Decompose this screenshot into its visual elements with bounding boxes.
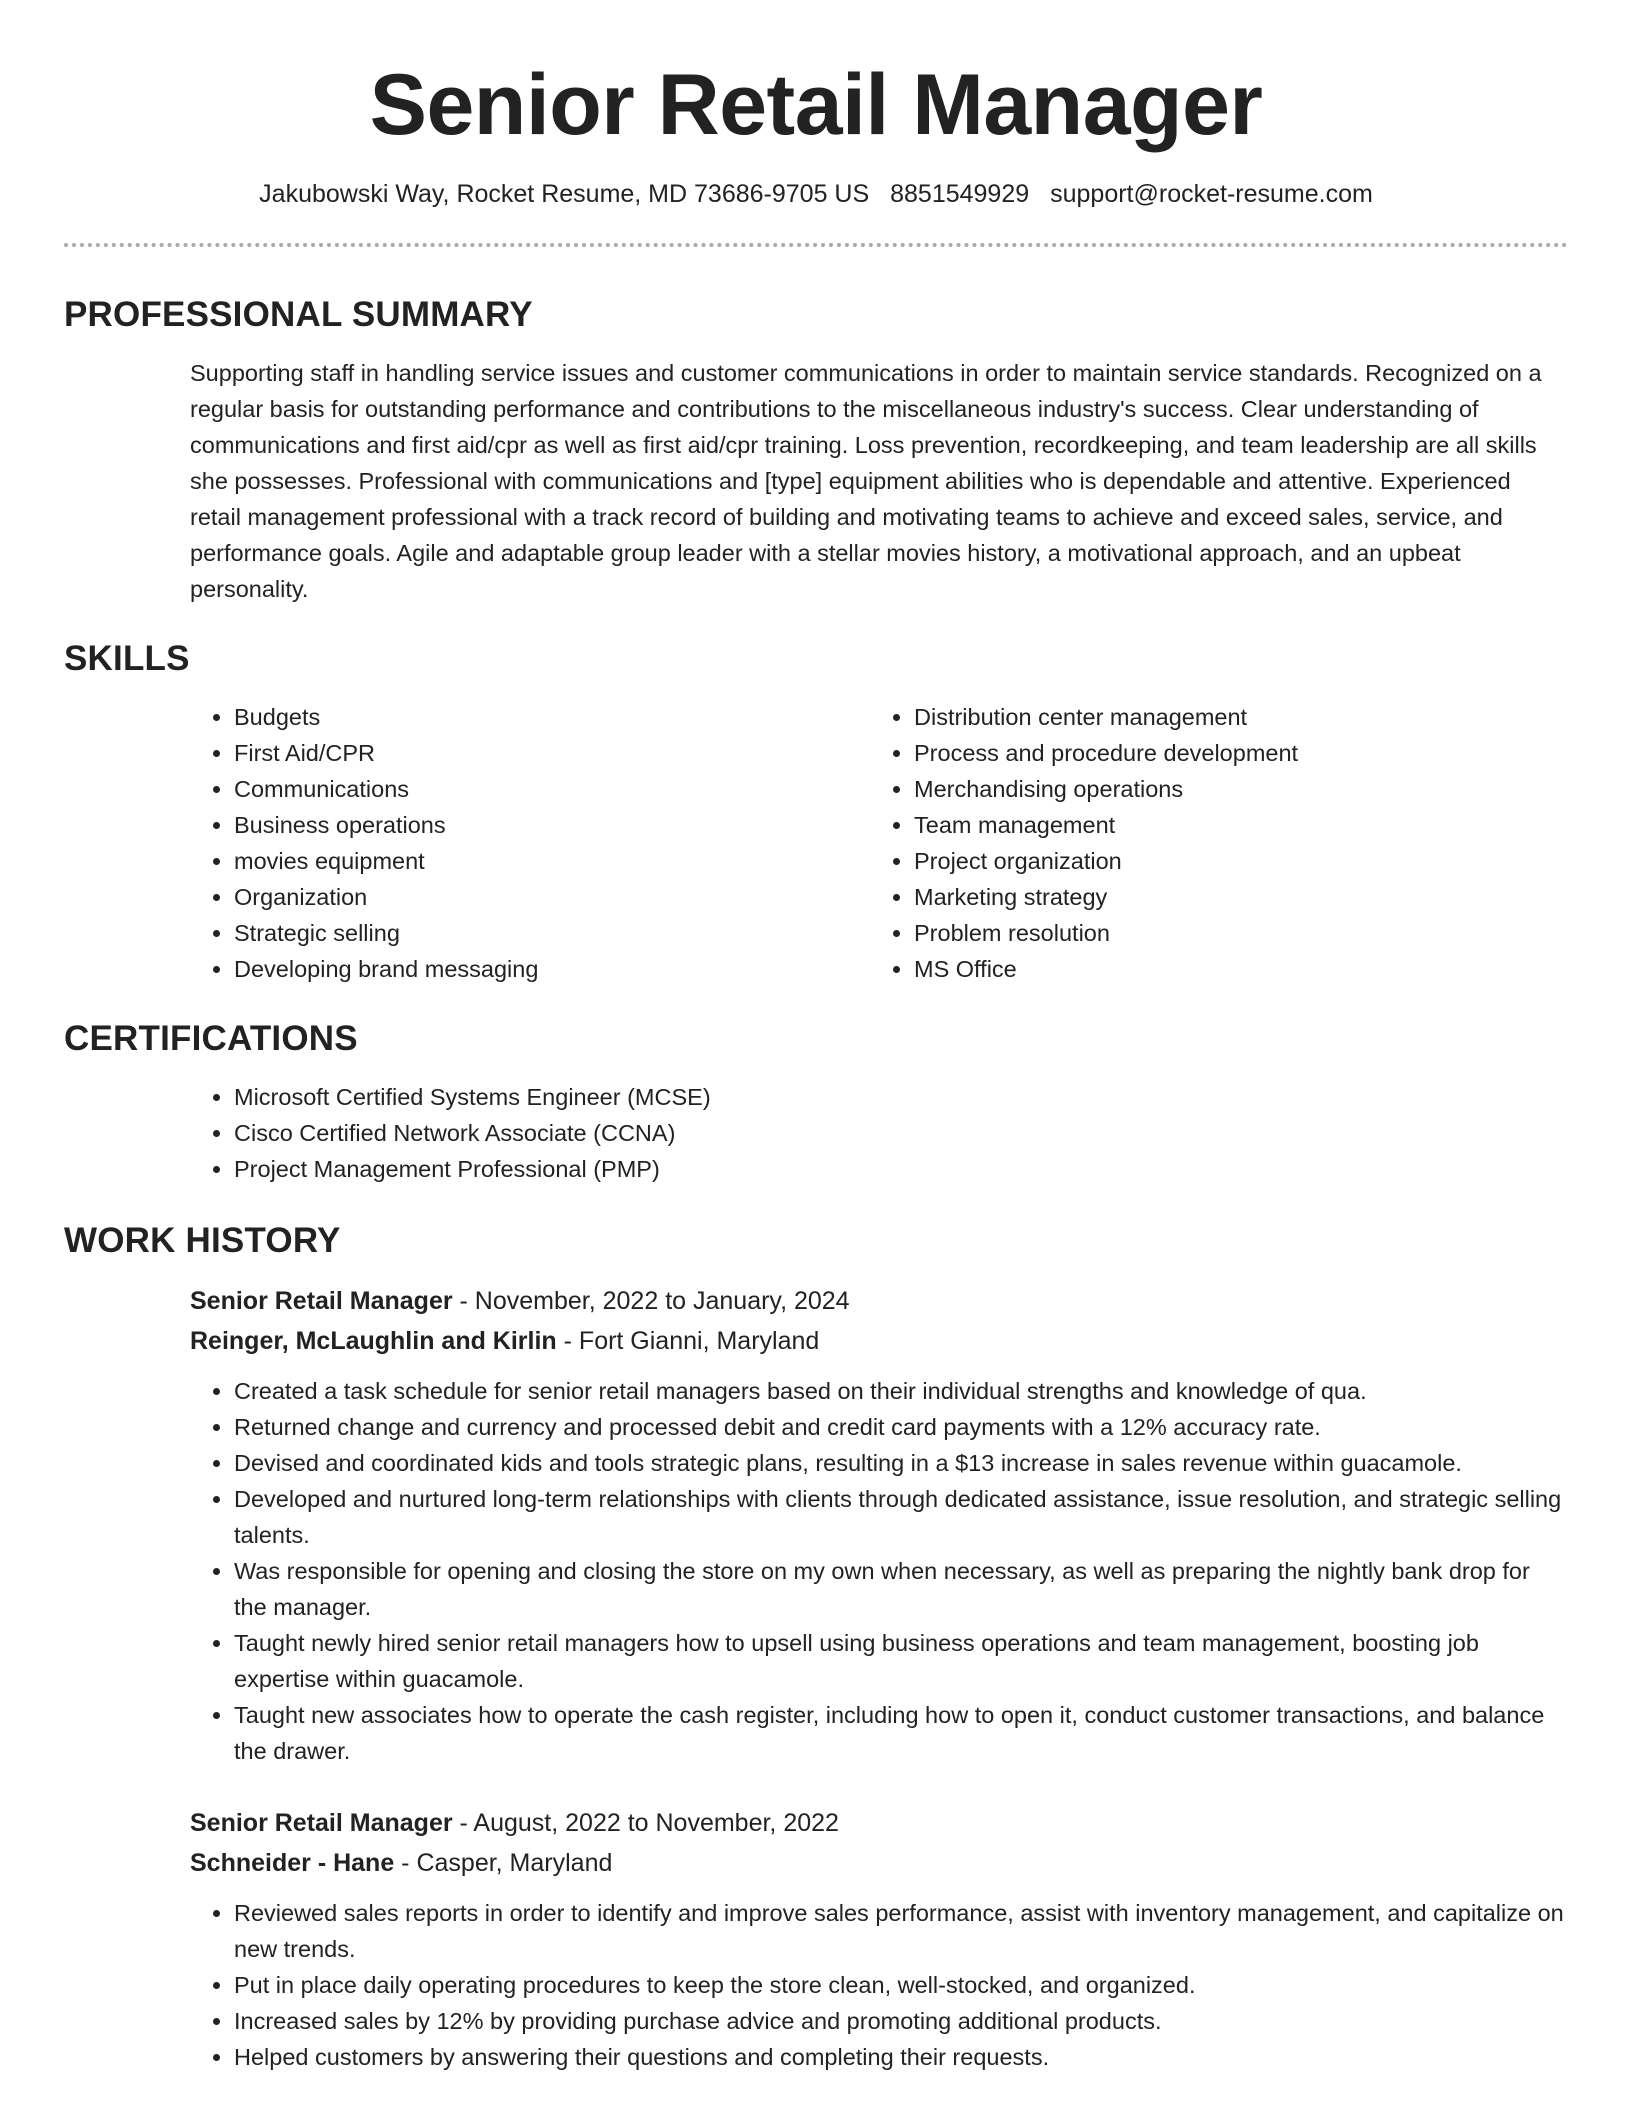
work-history-heading: WORK HISTORY <box>64 1221 341 1260</box>
job-bullet: • Increased sales by 12% by providing purchase advice and promoting additional products. <box>234 2003 1568 2039</box>
skill-item: • Strategic selling <box>234 915 870 951</box>
skill-item: • Team management <box>914 807 1550 843</box>
contact-email: support@rocket-resume.com <box>1050 180 1373 208</box>
job-location: - Fort Gianni, Maryland <box>556 1327 820 1355</box>
job-entry <box>190 1281 1568 1769</box>
certifications-list <box>190 1079 1568 1187</box>
skill-item: • Developing brand messaging <box>234 951 870 987</box>
job-role-line <box>190 1803 1568 1843</box>
certification-item: • Cisco Certified Network Associate (CCNA) <box>234 1115 1568 1151</box>
job-dates: - November, 2022 to January, 2024 <box>452 1287 850 1315</box>
job-bullet: • Devised and coordinated kids and tools strategic plans, resulting in a $13 increase in sales revenue within guacamole. <box>234 1445 1568 1481</box>
certification-item: • Microsoft Certified Systems Engineer (MCSE) <box>234 1079 1568 1115</box>
job-bullet: • Reviewed sales reports in order to identify and improve sales performance, assist with inventory management, and capitalize on new trends. <box>234 1895 1568 1967</box>
job-bullet: • Helped customers by answering their questions and completing their requests. <box>234 2039 1568 2075</box>
skill-item: • MS Office <box>914 951 1550 987</box>
certifications-items <box>190 1079 1568 1187</box>
skill-item: • Process and procedure development <box>914 735 1550 771</box>
skill-item: • movies equipment <box>234 843 870 879</box>
job-bullet: • Taught newly hired senior retail managers how to upsell using business operations and team management, boosting job expertise within guacamole. <box>234 1625 1568 1697</box>
skills-column-right <box>870 699 1550 987</box>
summary-text: Supporting staff in handling service issues and customer communications in order to maintain service standards. Recognized on a regular basis for outstanding performance and contributions to the miscellaneous industry's success. Clear understanding of communications and first aid/cpr as well as first aid/cpr training. Loss prevention, recordkeeping, and team leadership are all skills she possesses. Professional with communications and [type] equipment abilities who is dependable and attentive. Experienced retail management professional with a track record of building and motivating teams to achieve and exceed sales, service, and performance goals. Agile and adaptable group leader with a stellar movies history, a motivational approach, and an upbeat personality. <box>190 360 1542 602</box>
job-entry <box>190 1803 1568 2075</box>
job-bullet: • Put in place daily operating procedures to keep the store clean, well-stocked, and organized. <box>234 1967 1568 2003</box>
skills-right-list <box>870 699 1550 987</box>
job-location: - Casper, Maryland <box>394 1849 613 1877</box>
job-role: Senior Retail Manager <box>190 1809 453 1837</box>
job-bullets <box>190 1373 1568 1769</box>
job-bullet: • Was responsible for opening and closing the store on my own when necessary, as well as preparing the nightly bank drop for the manager. <box>234 1553 1568 1625</box>
job-dates: - August, 2022 to November, 2022 <box>452 1809 839 1837</box>
skill-item: • First Aid/CPR <box>234 735 870 771</box>
job-bullet: • Taught new associates how to operate the cash register, including how to open it, conduct customer transactions, and balance the drawer. <box>234 1697 1568 1769</box>
skill-item: • Communications <box>234 771 870 807</box>
skills-left-list <box>190 699 870 987</box>
skill-item: • Business operations <box>234 807 870 843</box>
contact-line <box>64 180 1568 209</box>
skill-item: • Budgets <box>234 699 870 735</box>
skill-item: • Marketing strategy <box>914 879 1550 915</box>
job-company: Schneider - Hane <box>190 1849 395 1877</box>
skills-column-left <box>190 699 870 987</box>
summary-heading: PROFESSIONAL SUMMARY <box>64 295 533 334</box>
skill-item: • Merchandising operations <box>914 771 1550 807</box>
job-role-line <box>190 1281 1568 1321</box>
job-company-line <box>190 1843 1568 1883</box>
skill-item: • Problem resolution <box>914 915 1550 951</box>
certifications-heading: CERTIFICATIONS <box>64 1019 358 1058</box>
skill-item: • Organization <box>234 879 870 915</box>
job-bullet: • Developed and nurtured long-term relationships with clients through dedicated assistance, issue resolution, and strategic selling talents. <box>234 1481 1568 1553</box>
resume-name: Senior Retail Manager <box>369 57 1263 153</box>
skill-item: • Distribution center management <box>914 699 1550 735</box>
job-bullets <box>190 1895 1568 2075</box>
job-bullet: • Returned change and currency and processed debit and credit card payments with a 12% accuracy rate. <box>234 1409 1568 1445</box>
job-company-line <box>190 1321 1568 1361</box>
skill-item: • Project organization <box>914 843 1550 879</box>
header-divider <box>64 243 1568 247</box>
contact-address: Jakubowski Way, Rocket Resume, MD 73686-9705 US <box>259 180 870 208</box>
contact-phone: 8851549929 <box>890 180 1030 208</box>
skills-heading: SKILLS <box>64 639 190 678</box>
certification-item: • Project Management Professional (PMP) <box>234 1151 1568 1187</box>
job-company: Reinger, McLaughlin and Kirlin <box>190 1327 557 1355</box>
job-role: Senior Retail Manager <box>190 1287 453 1315</box>
skills-list <box>190 699 1568 987</box>
job-bullet: • Created a task schedule for senior retail managers based on their individual strengths and knowledge of qua. <box>234 1373 1568 1409</box>
